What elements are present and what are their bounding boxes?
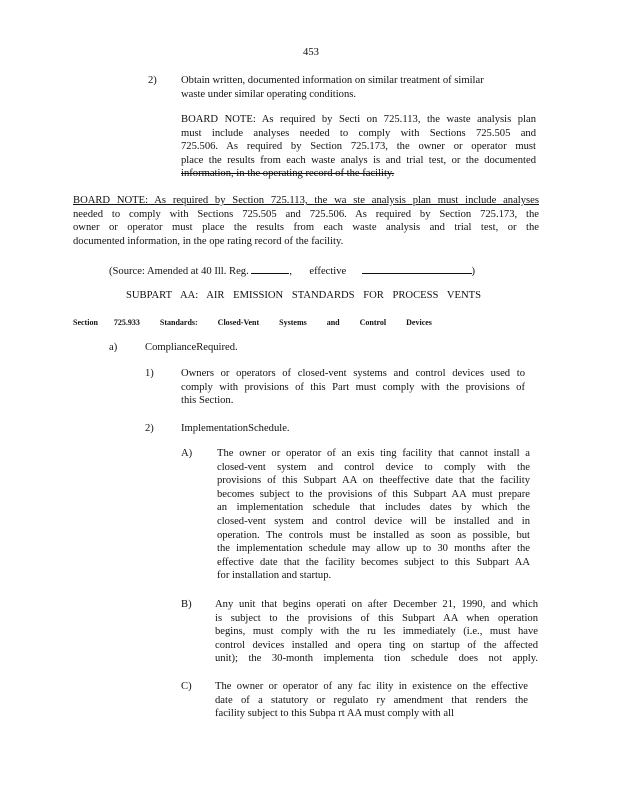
item-text (217, 447, 530, 583)
section-title: Standards: Closed-Vent Systems and Control Devices (159, 318, 432, 327)
text-line: documented information, in the ope rating record of the facility. (73, 235, 344, 247)
text-line: date of a statutory or regulato ry amendment that renders the (215, 694, 528, 706)
text-line: must include analyses needed to comply with Sections 725.505 and (181, 127, 536, 139)
text-line: comply with provisions of this Part must comply with the provisions of (181, 381, 525, 393)
source-close: ) (471, 266, 476, 277)
text-line: an implementation schedule that includes dates by which the (217, 502, 530, 514)
text-line: is subject to the provisions of this Subpart AA when operation (215, 612, 538, 624)
text-line: Owners or operators of closed-vent systems and control devices used to (181, 368, 525, 379)
blank-line (251, 263, 289, 274)
text-line: Obtain written, documented information on similar treatment of similar (181, 75, 484, 86)
board-note-deleted (181, 113, 536, 181)
text-line: the implementation schedule may allow up to 30 months after the (217, 543, 530, 555)
section-heading (73, 316, 433, 330)
text-line: operation. The controls must be installed as soon as possible, but (217, 529, 530, 541)
item-text (215, 598, 538, 666)
source-line (109, 263, 509, 279)
subsection-title: ComplianceRequired. (145, 342, 238, 353)
section-number: 725.933 (113, 318, 140, 327)
text-line: provisions of this Subpart AA on theeffective date that the facility (217, 475, 530, 487)
text-line: closed-vent system and control device to comply with the (217, 461, 530, 473)
text-line: for installation and startup. (217, 570, 332, 582)
subsection-title: ImplementationSchedule. (181, 423, 290, 434)
board-note-added (73, 194, 539, 248)
item-number: 1) (145, 368, 154, 379)
text-line: facility subject to this Subpa rt AA must comply with all (215, 708, 454, 720)
source-prefix: (Source: Amended at 40 Ill. Reg. (109, 266, 249, 277)
text-line: begins, must comply with the ru les immediately (i.e., must have (215, 626, 538, 638)
text-line: BOARD NOTE: As required by Secti on 725.113, the waste analysis plan (181, 114, 536, 125)
text-line: place the results from each waste analys is and trial test, or the documented (181, 154, 536, 166)
item-text (215, 680, 528, 721)
text-line: The owner or operator of any fac ility in existence on the effective (215, 681, 528, 692)
text-line: needed to comply with Sections 725.505 and 725.506. As required by Section 725.173, the (73, 208, 539, 220)
text-line: effective date that the facility becomes subject to this Subpart AA (217, 556, 530, 568)
item-text (181, 74, 521, 101)
text-line: The owner or operator of an exis ting facility that cannot install a (217, 448, 530, 459)
subpart-heading: SUBPART AA: AIR EMISSION STANDARDS FOR PROCESS VENTS (126, 290, 481, 301)
item-number: C) (181, 681, 192, 692)
item-number: B) (181, 599, 192, 610)
item-number: 2) (145, 423, 154, 434)
text-line: closed-vent system and control device will be installed and in (217, 515, 530, 527)
source-effective: effective (309, 266, 347, 277)
text-line: owner or operator must place the results from each waste analysis and trial test, or the (73, 222, 539, 234)
underlined-line: BOARD NOTE: As required by Section 725.113, the wa ste analysis plan must include analyses (73, 195, 539, 206)
text-line: becomes subject to the provisions of this Subpart AA must prepare (217, 488, 530, 500)
page-number: 453 (303, 47, 319, 58)
item-text (181, 367, 525, 408)
text-line: this Section. (181, 395, 234, 407)
blank-line (362, 263, 472, 274)
text-line: control devices installed and opera ting on startup of the affected (215, 639, 538, 651)
text-line: Any unit that begins operati on after December 21, 1990, and which (215, 599, 538, 610)
text-line: 725.506. As required by Section 725.173, the owner or operator must (181, 141, 536, 153)
struck-line: information, in the operating record of the facility. (181, 168, 395, 180)
text-line: unit); the 30-month implementa tion schedule does not apply. (215, 653, 538, 665)
text-line: waste under similar operating conditions. (181, 88, 357, 100)
item-number: A) (181, 448, 193, 459)
section-label: Section (73, 318, 98, 327)
source-comma: , (289, 266, 293, 277)
item-number: a) (109, 342, 118, 353)
item-number: 2) (148, 75, 157, 86)
